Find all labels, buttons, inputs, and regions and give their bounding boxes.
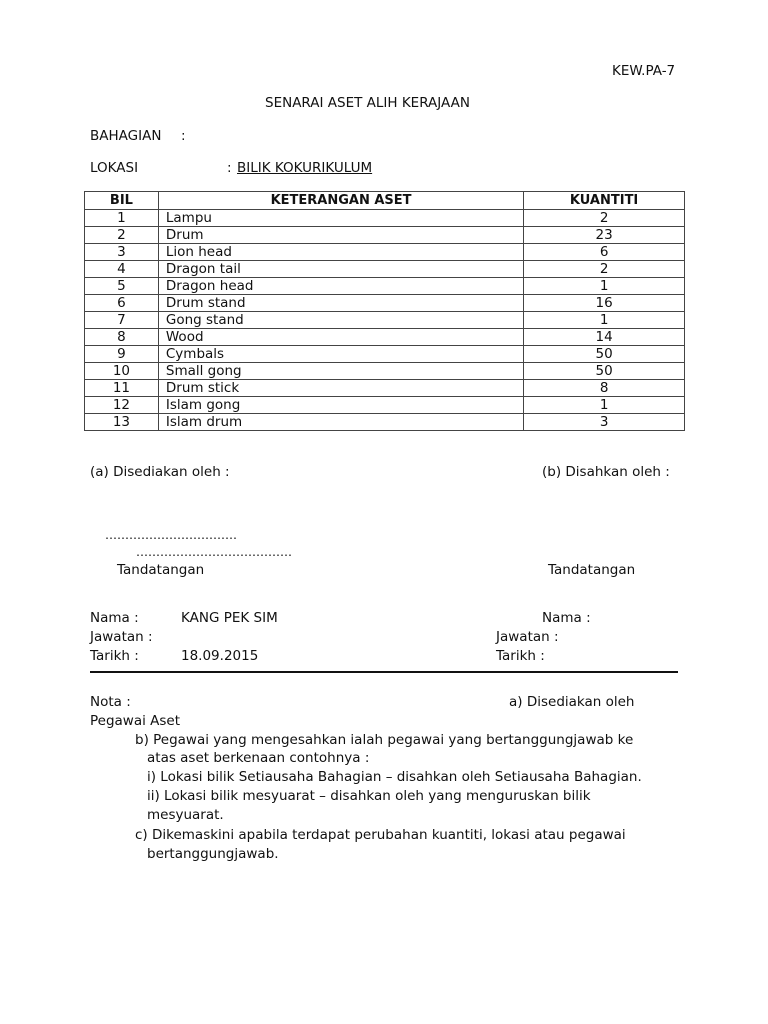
table-row [85,210,685,227]
left-jawatan-label: Jawatan : [90,629,153,645]
left-signature-label: Tandatangan [117,562,205,578]
left-tarikh-value: 18.09.2015 [181,648,259,664]
prepared-by-heading: (a) Disediakan oleh : [90,464,230,480]
nota-label: Nota : [90,694,131,710]
row-bil: 12 [85,397,159,414]
left-nama-label: Nama : [90,610,139,626]
row-item: Islam drum [158,414,523,431]
table-row [85,227,685,244]
table-row [85,295,685,312]
row-bil: 7 [85,312,159,329]
row-qty: 16 [524,295,685,312]
signature-dots-1: …………………………… [105,528,237,542]
left-tarikh-label: Tarikh : [90,648,139,664]
row-qty: 23 [524,227,685,244]
table-row [85,312,685,329]
table-row [85,363,685,380]
row-bil: 13 [85,414,159,431]
row-bil: 10 [85,363,159,380]
row-item: Drum stand [158,295,523,312]
row-item: Drum stick [158,380,523,397]
signature-dots-2: ………………………………… [136,545,292,559]
row-bil: 4 [85,261,159,278]
table-row [85,346,685,363]
row-bil: 11 [85,380,159,397]
row-item: Dragon tail [158,261,523,278]
form-code: KEW.PA-7 [612,63,676,79]
row-qty: 3 [524,414,685,431]
row-bil: 5 [85,278,159,295]
nota-a-part2: Pegawai Aset [90,713,181,729]
section-divider [90,671,678,673]
nota-b-ii-line1: ii) Lokasi bilik mesyuarat – disahkan oleh yang menguruskan bilik [147,788,591,804]
row-item: Dragon head [158,278,523,295]
table-row [85,414,685,431]
bahagian-colon: : [181,128,186,144]
header-kuantiti: KUANTITI [524,192,685,210]
row-qty: 1 [524,397,685,414]
header-bil: BIL [85,192,159,210]
row-qty: 1 [524,278,685,295]
right-signature-label: Tandatangan [548,562,636,578]
table-row [85,261,685,278]
row-item: Small gong [158,363,523,380]
row-item: Wood [158,329,523,346]
page-title: SENARAI ASET ALIH KERAJAAN [265,95,470,111]
table-row [85,244,685,261]
right-jawatan-label: Jawatan : [496,629,559,645]
row-item: Islam gong [158,397,523,414]
table-header-row [85,192,685,210]
approved-by-heading: (b) Disahkan oleh : [542,464,670,480]
lokasi-colon: : [227,160,232,176]
row-qty: 14 [524,329,685,346]
right-tarikh-label: Tarikh : [496,648,545,664]
header-keterangan: KETERANGAN ASET [158,192,523,210]
row-item: Drum [158,227,523,244]
row-bil: 2 [85,227,159,244]
row-qty: 6 [524,244,685,261]
nota-b-i: i) Lokasi bilik Setiausaha Bahagian – disahkan oleh Setiausaha Bahagian. [147,769,642,785]
row-qty: 2 [524,261,685,278]
right-nama-label: Nama : [542,610,591,626]
lokasi-value: BILIK KOKURIKULUM [237,160,373,176]
lokasi-label: LOKASI [90,160,139,176]
row-bil: 1 [85,210,159,227]
bahagian-label: BAHAGIAN [90,128,162,144]
table-row [85,397,685,414]
row-bil: 8 [85,329,159,346]
row-item: Gong stand [158,312,523,329]
row-bil: 6 [85,295,159,312]
row-qty: 50 [524,363,685,380]
row-item: Cymbals [158,346,523,363]
row-bil: 9 [85,346,159,363]
nota-c-line1: c) Dikemaskini apabila terdapat perubahan kuantiti, lokasi atau pegawai [135,827,626,843]
row-item: Lion head [158,244,523,261]
row-qty: 2 [524,210,685,227]
row-qty: 1 [524,312,685,329]
asset-table [84,191,685,431]
nota-a-part1: a) Disediakan oleh [509,694,635,710]
row-bil: 3 [85,244,159,261]
row-qty: 50 [524,346,685,363]
nota-b-line1: b) Pegawai yang mengesahkan ialah pegawai yang bertanggungjawab ke [135,732,634,748]
nota-b-line2: atas aset berkenaan contohnya : [147,750,370,766]
row-qty: 8 [524,380,685,397]
table-row [85,380,685,397]
nota-c-line2: bertanggungjawab. [147,846,279,862]
table-row [85,329,685,346]
left-nama-value: KANG PEK SIM [181,610,278,626]
table-row [85,278,685,295]
row-item: Lampu [158,210,523,227]
nota-b-ii-line2: mesyuarat. [147,807,224,823]
